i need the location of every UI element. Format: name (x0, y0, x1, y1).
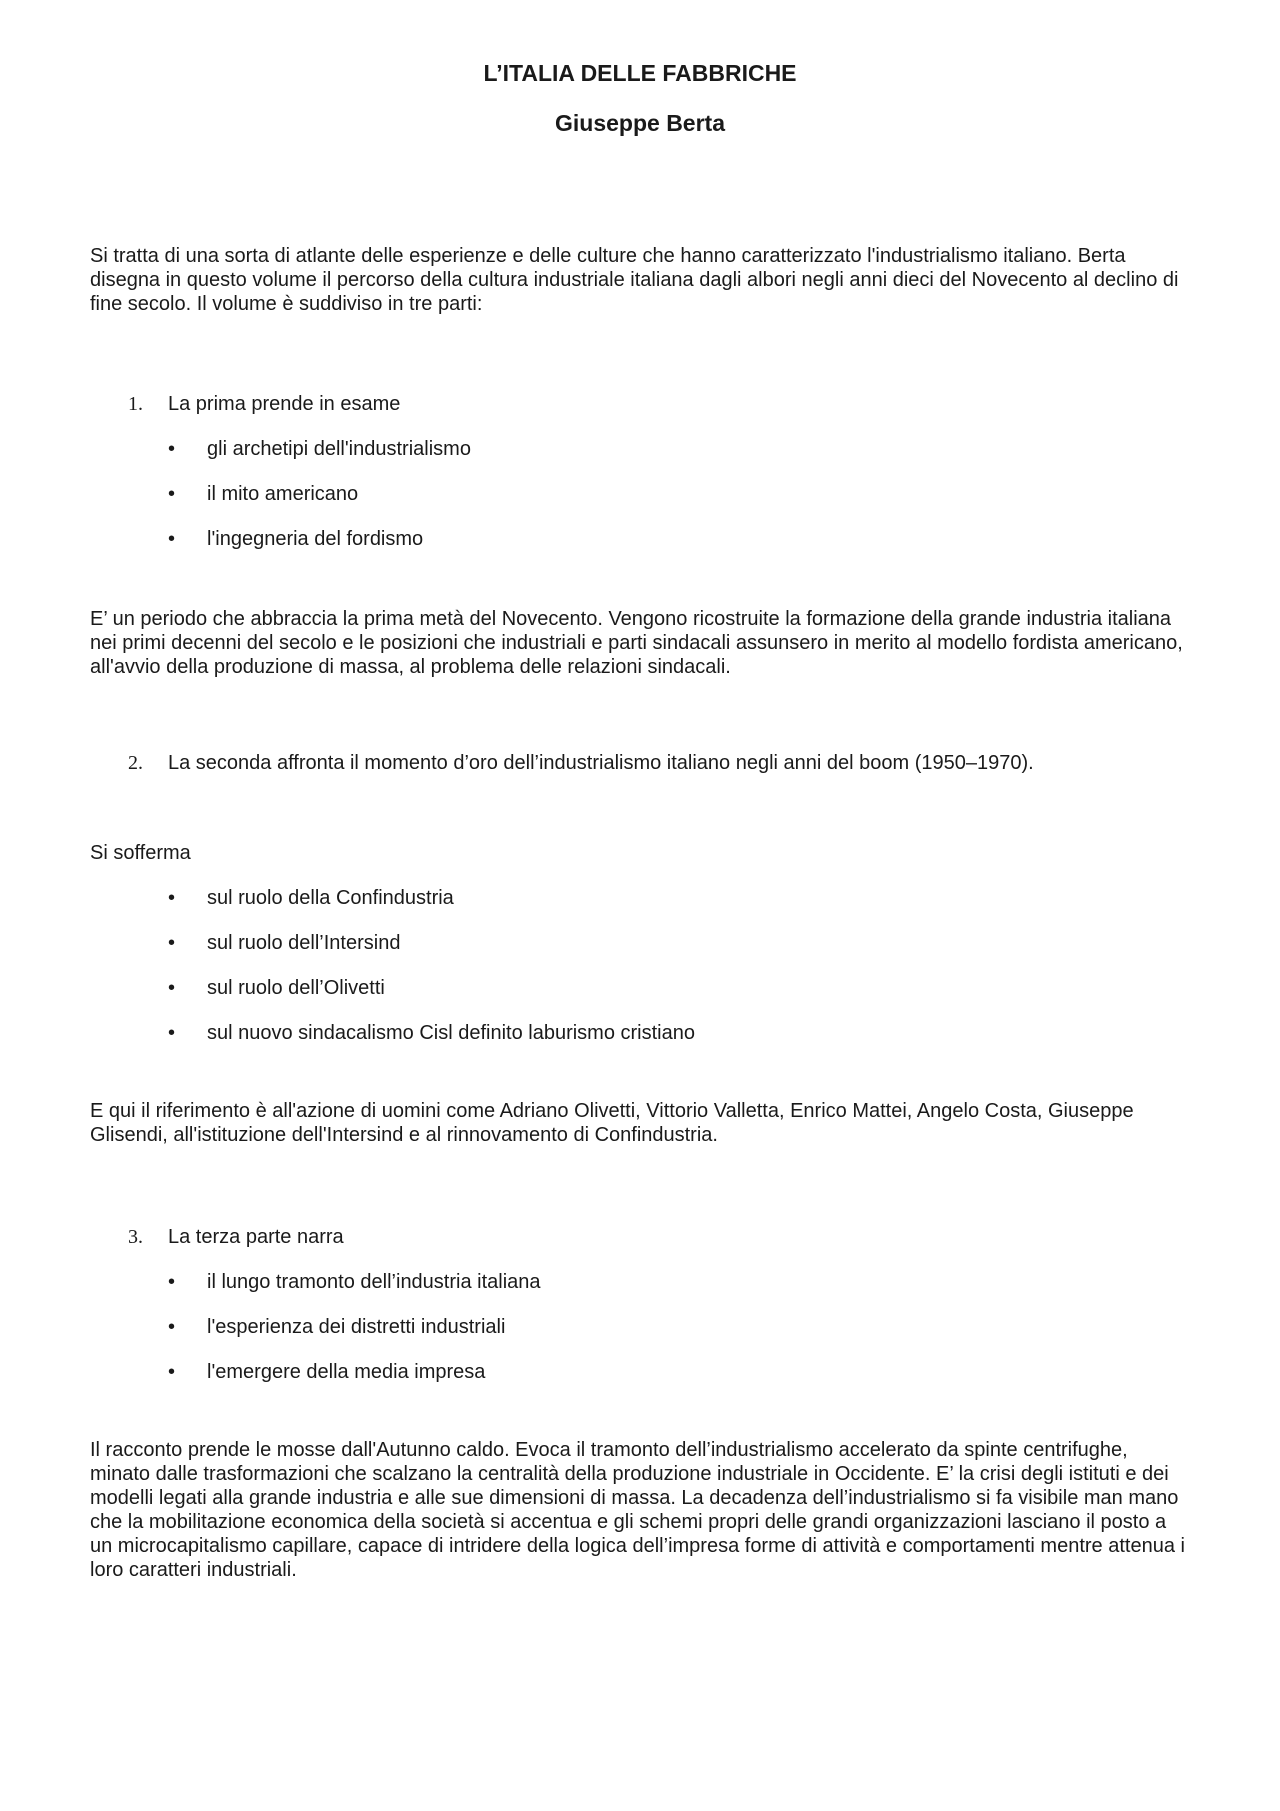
bullet-icon: • (168, 1271, 176, 1293)
intro-paragraph: Si tratta di una sorta di atlante delle esperienze e delle culture che hanno caratterizzato l'industrialismo italiano. Berta disegna in questo volume il percorso della cultura industriale italiana dagli albori negli anni dieci del Novecento al declino di fine secolo. Il volume è suddiviso in tre parti: (90, 245, 1179, 315)
list-item (90, 1268, 1190, 1296)
list-item (90, 525, 1190, 553)
list-item-text: il lungo tramonto dell’industria italiana (207, 1271, 541, 1293)
bullet-icon: • (168, 977, 176, 999)
list-item-text: sul ruolo dell’Olivetti (207, 977, 385, 999)
bullet-icon: • (168, 438, 176, 460)
document-title: L’ITALIA DELLE FABBRICHE (483, 60, 797, 86)
list-item-text: l'ingegneria del fordismo (207, 528, 424, 550)
bullet-list-part3 (90, 1268, 1190, 1386)
numbered-item-2 (90, 749, 1190, 777)
list-item-text: sul ruolo dell’Intersind (207, 932, 401, 954)
bullet-icon: • (168, 528, 176, 550)
numbered-item-text: La seconda affronta il momento d’oro dell’industrialismo italiano negli anni del boom (1950–1970). (168, 752, 1034, 774)
list-item (90, 884, 1190, 912)
list-number: 1. (128, 393, 143, 415)
list-item (90, 1019, 1190, 1047)
list-item (90, 480, 1190, 508)
list-number: 2. (128, 752, 143, 774)
bullet-icon: • (168, 483, 176, 505)
list-item (90, 435, 1190, 463)
numbered-item-text: La prima prende in esame (168, 393, 401, 415)
bullet-icon: • (168, 887, 176, 909)
list-item-text: sul nuovo sindacalismo Cisl definito laburismo cristiano (207, 1022, 695, 1044)
si-sofferma-text: Si sofferma (90, 842, 191, 864)
list-item (90, 974, 1190, 1002)
list-item-text: l'emergere della media impresa (207, 1361, 486, 1383)
numbered-item-text: La terza parte narra (168, 1226, 344, 1248)
list-item (90, 1358, 1190, 1386)
list-item-text: sul ruolo della Confindustria (207, 887, 454, 909)
numbered-item-1 (90, 390, 1190, 418)
list-item (90, 929, 1190, 957)
bullet-icon: • (168, 932, 176, 954)
list-item-text: gli archetipi dell'industrialismo (207, 438, 471, 460)
bullet-list-part2 (90, 884, 1190, 1047)
list-item (90, 1313, 1190, 1341)
period-paragraph: E’ un periodo che abbraccia la prima metà del Novecento. Vengono ricostruite la formazione della grande industria italiana nei primi decenni del secolo e le posizioni che industriali e parti sindacali assunsero in merito al modello fordista americano, all'avvio della produzione di massa, al problema delle relazioni sindacali. (90, 608, 1183, 678)
document-author: Giuseppe Berta (555, 110, 725, 136)
bullet-icon: • (168, 1316, 176, 1338)
racconto-paragraph: Il racconto prende le mosse dall'Autunno caldo. Evoca il tramonto dell’industrialismo accelerato da spinte centrifughe, minato dalle trasformazioni che scalzano la centralità della produzione industriale in Occidente. E’ la crisi degli istituti e dei modelli legati alla grande industria e alle sue dimensioni di massa. La decadenza dell’industrialismo si fa visibile man mano che la mobilitazione economica della società si accentua e gli schemi propri delle grandi organizzazioni lasciano il posto a un microcapitalismo capillare, capace di intridere della logica dell’impresa forme di attività e comportamenti mentre attenua i loro caratteri industriali. (90, 1439, 1185, 1581)
list-number: 3. (128, 1226, 143, 1248)
qui-paragraph: E qui il riferimento è all'azione di uomini come Adriano Olivetti, Vittorio Valletta, Enrico Mattei, Angelo Costa, Giuseppe Glisendi, all'istituzione dell'Intersind e al rinnovamento di Confindustria. (90, 1100, 1134, 1146)
bullet-icon: • (168, 1022, 176, 1044)
list-item-text: l'esperienza dei distretti industriali (207, 1316, 506, 1338)
list-item-text: il mito americano (207, 483, 359, 505)
bullet-icon: • (168, 1361, 176, 1383)
bullet-list-part1 (90, 435, 1190, 553)
numbered-item-3 (90, 1223, 1190, 1251)
